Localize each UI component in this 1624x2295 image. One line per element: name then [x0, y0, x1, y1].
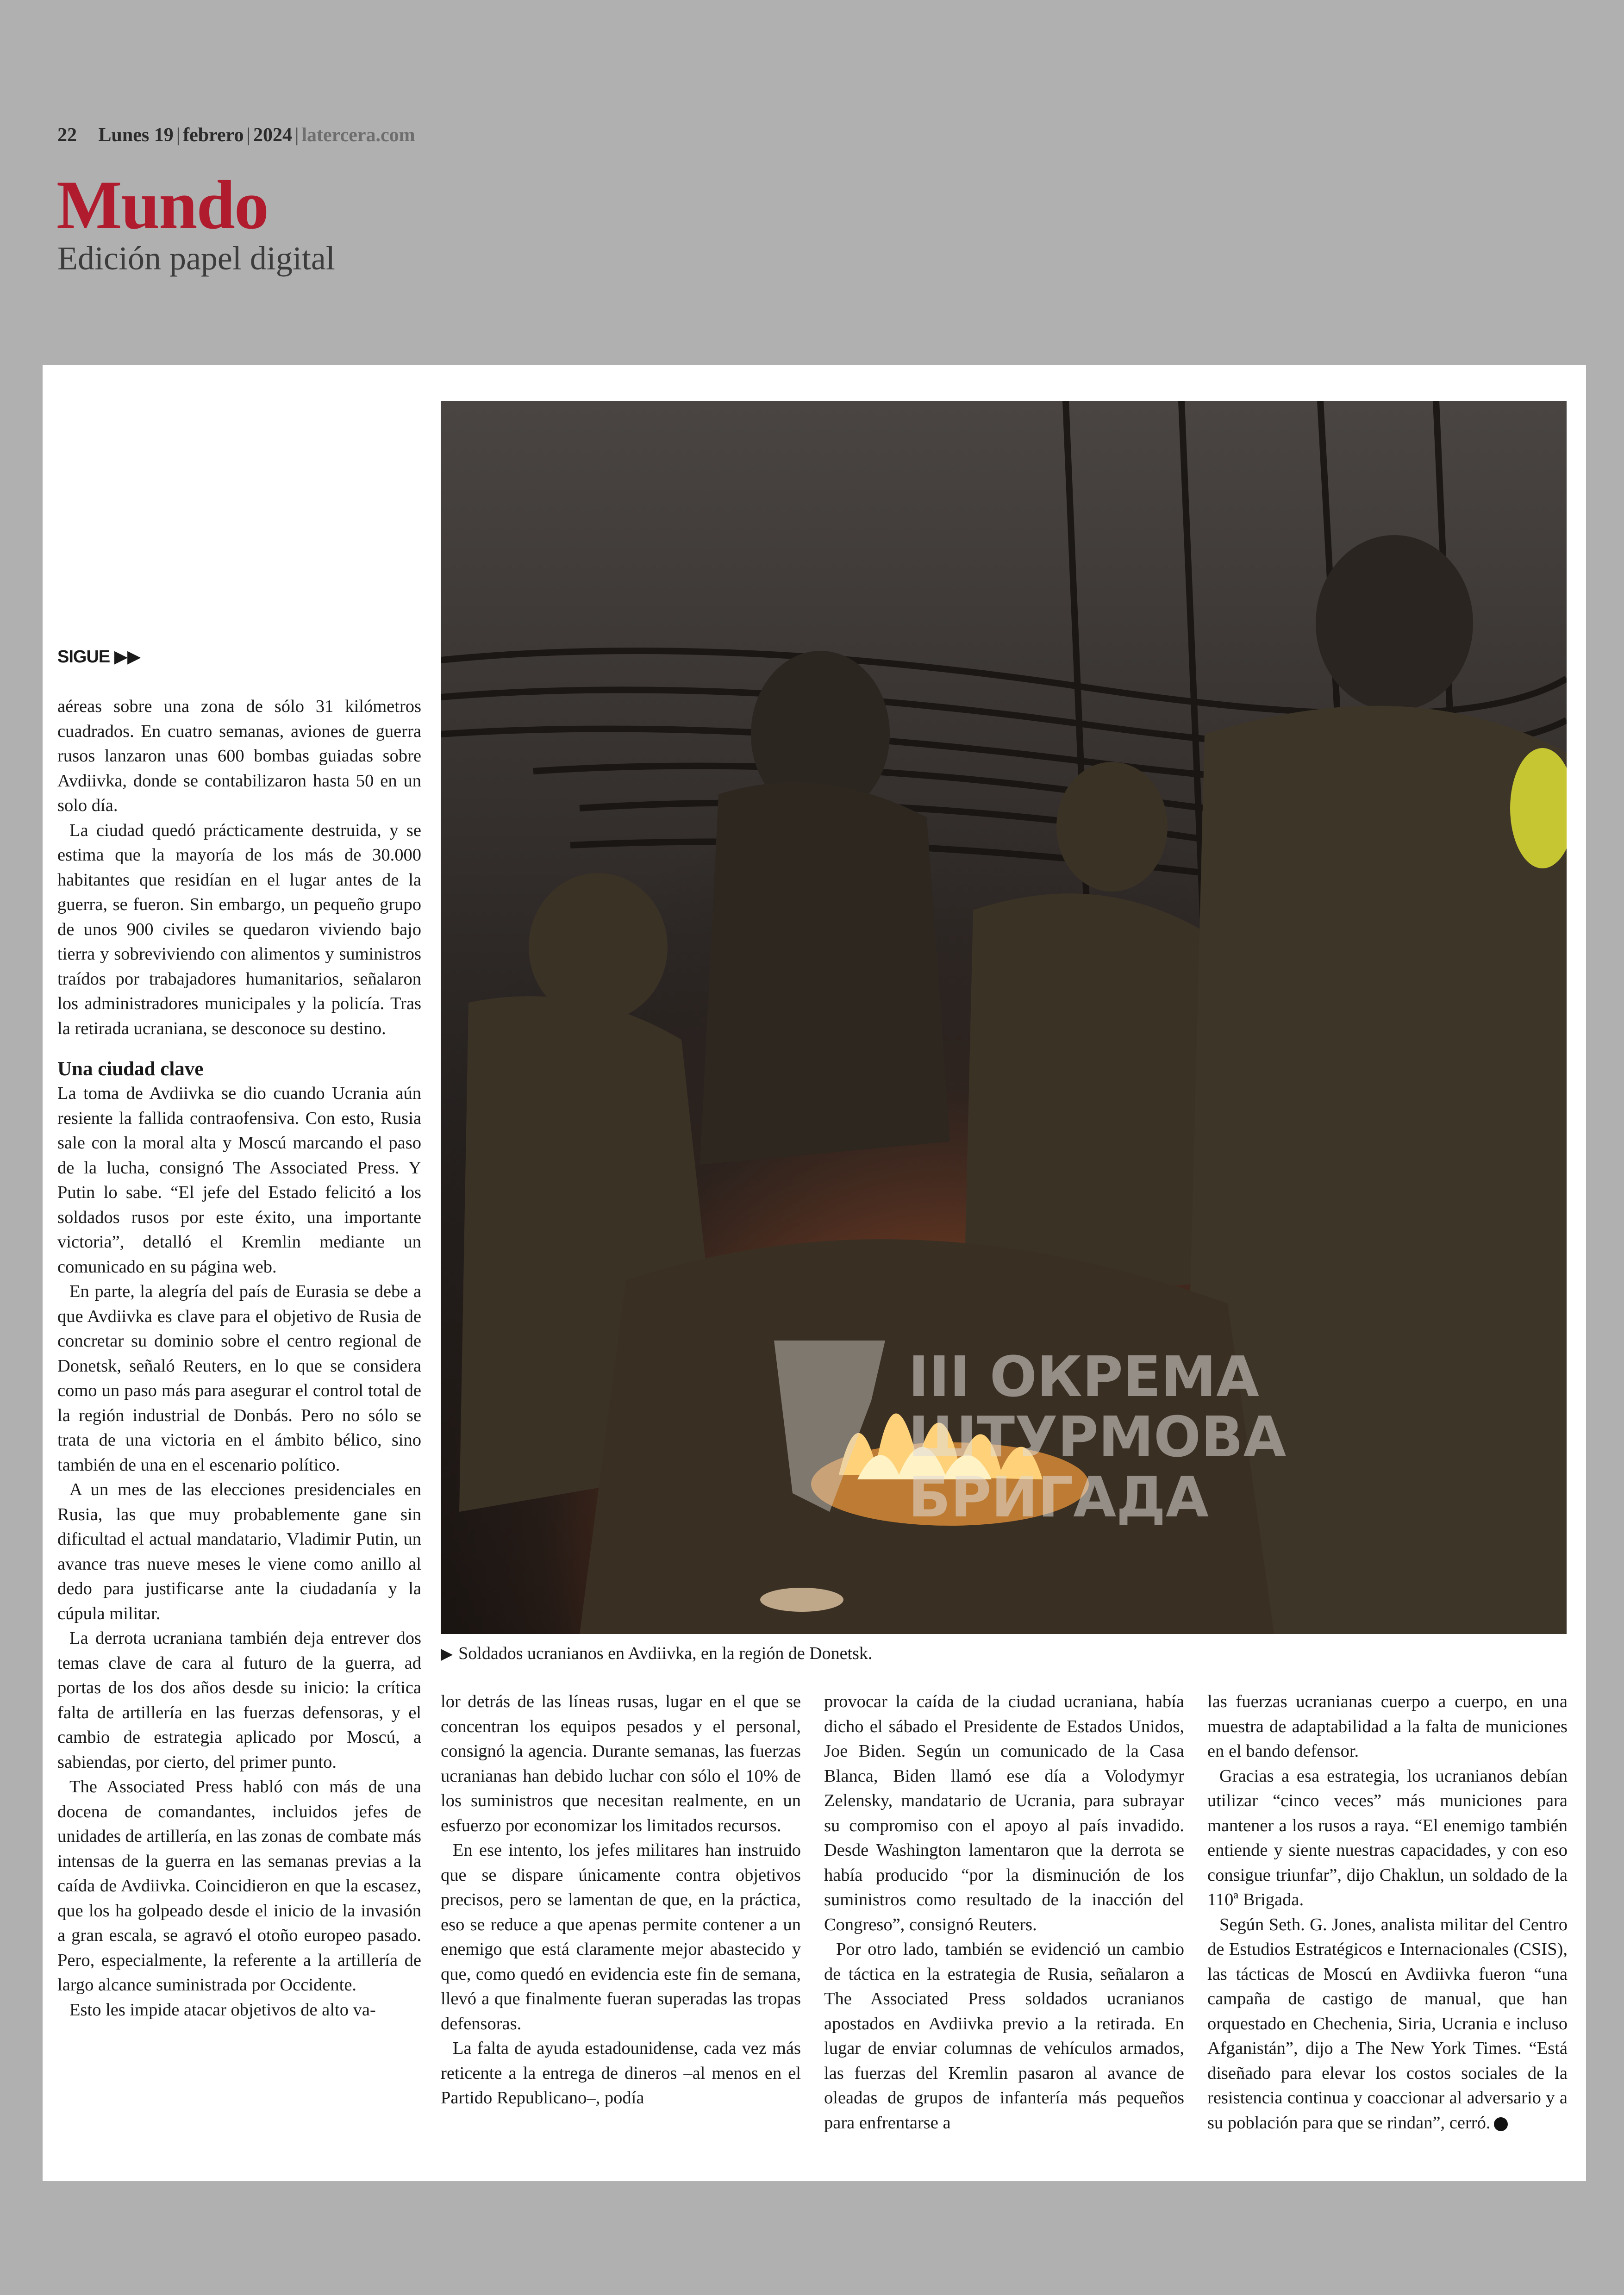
continued-marker: SIGUE ▶▶ — [57, 647, 141, 667]
paragraph: La derrota ucraniana también deja entrever dos temas clave de cara al futuro de la guerra, ad portas de los dos años desde su inicio: la crítica falta de artillería en las fuerzas defensoras, y el cambio de estrategia aplicado por Moscú, a sabiendas, por cierto, del primer punto. — [57, 1628, 421, 1772]
section-subtitle: Edición papel digital — [57, 240, 335, 277]
site-link[interactable]: latercera.com — [301, 125, 415, 146]
paragraph: aéreas sobre una zona de sólo 31 kilómetros cuadrados. En cuatro semanas, aviones de guerra rusos lanzaron unas 600 bombas guiadas sobre Avdiivka, donde se contabilizaron hasta 50 en un solo día. — [57, 697, 421, 815]
paragraph: provocar la caída de la ciudad ucraniana, había dicho el sábado el Presidente de Estados Unidos, Joe Biden. Según un comunicado de la Casa Blanca, Biden llamó ese día a Volodymyr Zelensky, mandatario de Ucrania, para subrayar su compromiso con el apoyo al país invadido. Desde Washington lamentaron que la derrota se había producido “por la disminución de los suministros como resultado de la inacción del Congreso”, consignó Reuters. — [824, 1692, 1184, 1934]
paragraph — [1207, 1913, 1568, 2136]
paragraph: lor detrás de las líneas rusas, lugar en el que se concentran los equipos pesados y el personal, consignó la agencia. Durante semanas, las fuerzas ucranianas han debido luchar con sólo el 10% de los suministros que necesitan realmente, en un esfuerzo por economizar los limitados recursos. — [441, 1692, 801, 1835]
article-column-2 — [441, 1690, 801, 2111]
paragraph: En ese intento, los jefes militares han instruido que se dispare únicamente contra objetivos precisos, pero se lamentan de que, en la práctica, eso se reduce a que apenas permite contener a un enemigo que está claramente mejor abastecido y que, como quedó en evidencia este fin de semana, llevó a que finalmente fueran superadas las tropas defensoras. — [441, 1840, 801, 2033]
watermark-line-2: ШТУРМОВА — [908, 1405, 1287, 1470]
page-number: 22 — [57, 125, 77, 146]
article-column-3 — [824, 1690, 1184, 2135]
watermark-line-1: III ОКРЕМА — [908, 1345, 1260, 1409]
paragraph: Esto les impide atacar objetivos de alto va- — [69, 2000, 376, 2020]
photo-icon — [441, 401, 1567, 1634]
subheading: Una ciudad clave — [57, 1058, 204, 1080]
photo-caption — [441, 1643, 1567, 1665]
section-title: Mundo — [56, 167, 268, 243]
article-column-1 — [57, 694, 421, 2022]
paragraph: Por otro lado, también se evidenció un cambio de táctica en la estrategia de Rusia, señalaron a The Associated Press soldados ucranianos apostados en Avdiivka previo a la retirada. En lugar de enviar columnas de vehículos armados, las fuerzas del Kremlin pasaron al avance de oleadas de grupos de infantería más pequeños para enfrentarse a — [824, 1940, 1184, 2133]
paragraph: La falta de ayuda estadounidense, cada vez más reticente a la entrega de dineros –al menos en el Partido Republicano–, podía — [441, 2039, 801, 2108]
date-day: Lunes 19 — [98, 125, 174, 146]
paragraph: La toma de Avdiivka se dio cuando Ucrania aún resiente la fallida contraofensiva. Con esto, Rusia sale con la moral alta y Moscú marcando el paso de la lucha, consignó The Associated Press. Y Putin lo sabe. “El jefe del Estado felicitó a los soldados rusos por este éxito, una importante victoria”, detalló el Kremlin mediante un comunicado en su página web. — [57, 1084, 421, 1277]
caption-text: Soldados ucranianos en Avdiivka, en la región de Donetsk. — [458, 1644, 873, 1663]
caption-arrow-icon: ▶ — [441, 1646, 453, 1663]
end-of-article-icon — [1494, 2117, 1508, 2131]
paragraph: The Associated Press habló con más de una docena de comandantes, incluidos jefes de unidades de artillería, en las zonas de combate más intensas de la guerra en las semanas previas a la caída de Avdiivka. Coincidieron en que la escasez, que los ha golpeado desde el inicio de la invasión a gran escala, se agravó el otoño europeo pasado. Pero, especialmente, la referente a la artillería de largo alcance suministrada por Occidente. — [57, 1777, 421, 1995]
paragraph: La ciudad quedó prácticamente destruida, y se estima que la mayoría de los más de 30.000 habitantes que residían en el lugar antes de la guerra, se fueron. Sin embargo, un pequeño grupo de unos 900 civiles se quedaron viviendo bajo tierra y sobreviviendo con alimentos y suministros traídos por trabajadores humanitarios, señalaron los administradores municipales y la policía. Tras la retirada ucraniana, se desconoce su destino. — [57, 820, 421, 1038]
article-photo — [441, 401, 1567, 1634]
paragraph-text: Según Seth. G. Jones, analista militar del Centro de Estudios Estratégicos e Internacionales (CSIS), las tácticas de Moscú en Avdiivka fueron “una campaña de castigo de manual, que han orquestado en Chechenia, Siria, Ucrania e incluso Afganistán”, dijo a The New York Times. “Está diseñado para elevar los costos sociales de la resistencia continua y coaccionar al adversario y a su población para que se rindan”, cerró. — [1207, 1915, 1568, 2133]
page-folio: 22 Lunes 19 | febrero | 2024 | latercera.com — [57, 125, 415, 146]
article-column-4 — [1207, 1690, 1568, 2135]
paragraph: En parte, la alegría del país de Eurasia se debe a que Avdiivka es clave para el objetivo de Rusia de concretar su dominio sobre el centro regional de Donetsk, señaló Reuters, en lo que se considera como un paso más para asegurar el control total de la región industrial de Donbás. Pero no sólo se trata de una victoria en el ámbito bélico, sino también de una en el escenario político. — [57, 1282, 421, 1475]
paragraph: A un mes de las elecciones presidenciales en Rusia, las que muy probablemente gane sin dificultad el actual mandatario, Vladimir Putin, un avance tras nueve meses le viene como anillo al dedo para justificarse ante la ciudadanía y la cúpula militar. — [57, 1480, 421, 1623]
date-year: 2024 — [253, 125, 292, 146]
date-month: febrero — [183, 125, 244, 146]
watermark-line-3: БРИГАДА — [908, 1466, 1209, 1530]
paragraph: Gracias a esa estrategia, los ucranianos debían utilizar “cinco veces” más municiones para mantener a los rusos a raya. “El enemigo también entiende y siente nuestras capacidades, y con eso consigue triunfar”, dijo Chaklun, un soldado de la 110ª Brigada. — [1207, 1766, 1568, 1909]
paragraph: las fuerzas ucranianas cuerpo a cuerpo, en una muestra de adaptabilidad a la falta de municiones en el bando defensor. — [1207, 1692, 1568, 1761]
